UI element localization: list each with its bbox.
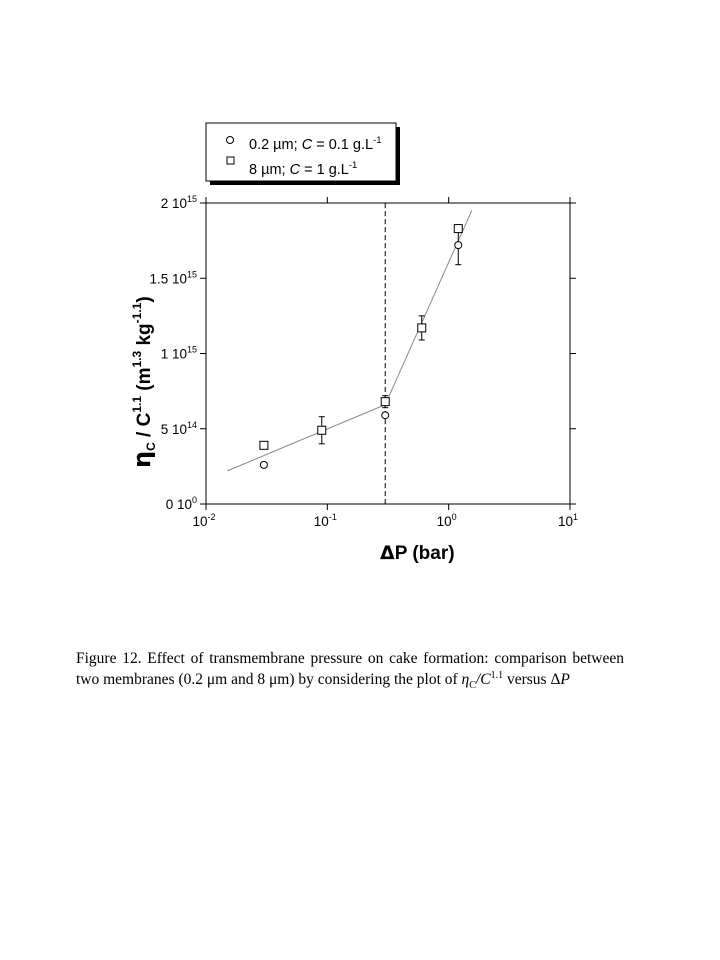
x-tick-label-base: 10 bbox=[436, 514, 452, 529]
x-axis-label-delta: Δ bbox=[380, 542, 395, 564]
legend-label-2-pre: 8 µm; bbox=[249, 162, 290, 178]
caption-prefix: Figure 12. Effect of transmembrane pressure on cake formation: comparison between two membranes (0.2 μm and 8 μm) by considering the plot of bbox=[76, 650, 624, 688]
x-tick-label-exp: 0 bbox=[451, 512, 457, 522]
data-point-square bbox=[381, 398, 389, 406]
y-tick-label-base: 1 10 bbox=[160, 346, 187, 362]
x-tick-label-exp: -2 bbox=[207, 512, 216, 522]
fit-line bbox=[227, 405, 385, 471]
y-axis-label-unit: (m bbox=[134, 367, 155, 396]
data-point-circle bbox=[260, 461, 267, 468]
data-point-circle bbox=[382, 412, 389, 419]
data-point-square bbox=[260, 441, 268, 449]
x-tick-label-exp: 1 bbox=[573, 512, 579, 522]
y-tick-label-base: 0 10 bbox=[165, 497, 192, 512]
legend-label-2-post: = 1 g.L bbox=[300, 162, 349, 178]
y-axis-label-sub: C bbox=[144, 442, 158, 451]
legend-label-2-var: C bbox=[289, 162, 301, 178]
y-tick-label bbox=[161, 420, 197, 437]
fit-lines bbox=[227, 211, 471, 471]
caption-slash: /C bbox=[475, 671, 491, 688]
y-tick-label-exp: 15 bbox=[186, 269, 197, 280]
y-axis-label-sup1: 1.1 bbox=[130, 395, 144, 413]
legend-label-1-sup: -1 bbox=[373, 135, 382, 146]
caption-eta: η bbox=[461, 671, 470, 688]
y-axis-label-sup3: -1.1 bbox=[130, 302, 144, 324]
y-axis-label-close: ) bbox=[134, 296, 155, 303]
x-tick-label-base: 10 bbox=[313, 514, 329, 529]
legend-label-1-var: C bbox=[301, 137, 313, 153]
data-point-circle bbox=[455, 242, 462, 249]
caption-sup: 1.1 bbox=[490, 669, 504, 681]
data-point-square bbox=[418, 324, 426, 332]
legend-label-1-post: = 0.1 g.L bbox=[312, 137, 374, 153]
data-point-square bbox=[318, 426, 326, 434]
legend-label-1-pre: 0.2 µm; bbox=[249, 137, 302, 153]
x-tick-label bbox=[314, 512, 337, 529]
legend bbox=[206, 123, 400, 185]
y-tick-label bbox=[161, 194, 197, 211]
x-tick-label bbox=[558, 512, 578, 529]
x-tick-label bbox=[437, 512, 457, 529]
y-tick-label bbox=[149, 269, 197, 286]
axis-ticks bbox=[200, 197, 576, 510]
y-axis-label-eta: η bbox=[128, 450, 156, 468]
x-tick-label-exp: -1 bbox=[328, 512, 337, 522]
x-tick-label-base: 10 bbox=[192, 514, 208, 529]
y-tick-label-base: 5 10 bbox=[160, 421, 187, 437]
y-tick-label-base: 2 10 bbox=[160, 196, 187, 211]
caption-sub: C bbox=[469, 680, 476, 692]
y-tick-label-exp: 15 bbox=[186, 194, 197, 204]
y-axis-label-mid: / C bbox=[134, 412, 155, 443]
y-axis-label bbox=[128, 296, 158, 468]
x-tick-label-base: 10 bbox=[557, 514, 574, 529]
y-tick-label bbox=[161, 345, 197, 362]
y-tick-label-exp: 15 bbox=[186, 344, 197, 355]
caption-delta: Δ bbox=[550, 671, 561, 688]
x-tick-label bbox=[192, 512, 215, 529]
y-tick-label-exp: 0 bbox=[191, 495, 197, 505]
x-axis-label-text: P (bar) bbox=[394, 543, 455, 564]
figure-caption bbox=[76, 648, 624, 690]
y-tick-label bbox=[166, 495, 197, 512]
y-tick-label-base: 1.5 10 bbox=[149, 271, 187, 287]
plot-frame bbox=[206, 203, 570, 504]
y-axis-label-sup2: 1.3 bbox=[130, 350, 144, 368]
fit-line bbox=[385, 211, 472, 405]
legend-label-1 bbox=[249, 135, 382, 153]
tick-labels bbox=[149, 194, 578, 529]
caption-versus: versus bbox=[503, 671, 551, 688]
y-tick-label-exp: 14 bbox=[186, 419, 197, 430]
data-points bbox=[260, 225, 462, 469]
caption-p: P bbox=[560, 671, 570, 688]
x-axis-label bbox=[380, 542, 455, 564]
y-axis-label-kg: kg bbox=[134, 323, 155, 351]
legend-label-2-sup: -1 bbox=[348, 160, 358, 171]
data-point-square bbox=[454, 225, 462, 233]
legend-label-2 bbox=[249, 160, 357, 178]
